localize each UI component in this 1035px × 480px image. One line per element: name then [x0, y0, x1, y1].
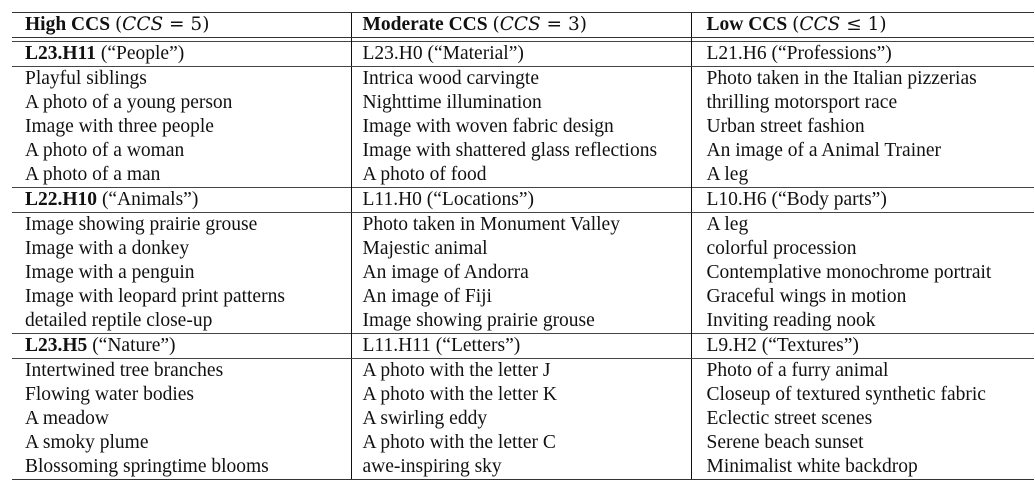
table-row	[12, 383, 1034, 407]
table-cell: Inviting reading nook	[691, 309, 1034, 334]
head-topic: (“Letters”)	[435, 335, 521, 356]
math-variable: CCS	[799, 14, 841, 35]
group-header-row	[12, 42, 1034, 67]
table-cell: awe-inspiring sky	[351, 455, 691, 480]
head-label-cell	[351, 42, 691, 67]
head-topic: (“Nature”)	[92, 335, 176, 356]
table-cell: A smoky plume	[25, 432, 149, 453]
math-operator: =	[163, 14, 191, 35]
column-label: Moderate CCS	[362, 14, 488, 35]
table-cell: Contemplative monochrome portrait	[691, 261, 1034, 285]
table-cell: Graceful wings in motion	[691, 285, 1034, 309]
math-paren: (	[492, 14, 500, 35]
table-cell: Image with leopard print patterns	[25, 286, 285, 307]
head-id: L21.H6	[706, 43, 767, 64]
math-variable: CCS	[499, 14, 541, 35]
table-row	[12, 309, 1034, 334]
math-value: 1	[867, 14, 880, 35]
math-paren: )	[579, 14, 587, 35]
math-paren: )	[202, 14, 210, 35]
table-cell: Photo of a furry animal	[691, 359, 1034, 384]
table-cell: Image with shattered glass reflections	[351, 139, 691, 163]
table-cell: Eclectic street scenes	[691, 407, 1034, 431]
table-cell: A photo with the letter C	[351, 431, 691, 455]
table-cell: Flowing water bodies	[25, 384, 194, 405]
math-operator: =	[540, 14, 568, 35]
column-header-moderate-ccs	[351, 13, 691, 38]
table-cell: thrilling motorsport race	[691, 91, 1034, 115]
math-paren: )	[879, 14, 887, 35]
table-row	[12, 213, 1034, 238]
table-cell: A leg	[691, 213, 1034, 238]
table-cell: A photo of food	[351, 163, 691, 188]
table-cell: Closeup of textured synthetic fabric	[691, 383, 1034, 407]
table-cell: Photo taken in the Italian pizzerias	[691, 67, 1034, 92]
head-topic: (“Body parts”)	[771, 189, 887, 210]
table-row	[12, 115, 1034, 139]
math-value: 3	[567, 14, 580, 35]
table-cell: Majestic animal	[351, 237, 691, 261]
head-id: L23.H5	[25, 335, 88, 356]
column-label: High CCS	[25, 14, 111, 35]
table-row	[12, 67, 1034, 92]
table-cell: Image with a donkey	[25, 238, 190, 259]
math-value: 5	[190, 14, 203, 35]
table-cell: detailed reptile close-up	[25, 310, 213, 331]
math-operator: ≤	[840, 14, 868, 35]
table-cell: A photo of a young person	[25, 92, 233, 113]
table-cell: Image with three people	[25, 116, 214, 137]
head-id: L9.H2	[706, 335, 757, 356]
head-topic: (“Animals”)	[101, 189, 199, 210]
group-header-row	[12, 334, 1034, 359]
head-label-cell	[351, 334, 691, 359]
ccs-attention-heads-table	[12, 12, 1034, 480]
head-label-cell	[351, 188, 691, 213]
table-cell: An image of a Animal Trainer	[691, 139, 1034, 163]
head-topic: (“Textures”)	[761, 335, 859, 356]
table-row	[12, 407, 1034, 431]
table-cell: Nighttime illumination	[351, 91, 691, 115]
table-cell: Image showing prairie grouse	[25, 214, 258, 235]
head-label-cell	[691, 334, 1034, 359]
column-header-row	[12, 13, 1034, 38]
column-header-low-ccs	[691, 13, 1034, 38]
math-paren: (	[114, 14, 123, 35]
head-label-cell	[12, 188, 351, 213]
table-cell: Image with a penguin	[25, 262, 195, 283]
table-cell: A swirling eddy	[351, 407, 691, 431]
table-row	[12, 91, 1034, 115]
table-cell: Image showing prairie grouse	[351, 309, 691, 334]
head-label-cell	[691, 188, 1034, 213]
table-row	[12, 163, 1034, 188]
head-id: L23.H11	[25, 43, 96, 64]
table-cell: A leg	[691, 163, 1034, 188]
table-cell: An image of Andorra	[351, 261, 691, 285]
table-cell: colorful procession	[691, 237, 1034, 261]
table-cell: Intertwined tree branches	[25, 360, 224, 381]
table-cell: Serene beach sunset	[691, 431, 1034, 455]
table-cell: Intrica wood carvingte	[351, 67, 691, 92]
head-id: L23.H0	[362, 43, 423, 64]
table-cell: A photo of a man	[25, 164, 161, 185]
column-header-high-ccs	[12, 13, 351, 38]
head-label-cell	[691, 42, 1034, 67]
table-row	[12, 139, 1034, 163]
column-label: Low CCS	[706, 14, 788, 35]
table-row	[12, 431, 1034, 455]
head-label-cell	[12, 42, 351, 67]
table-cell: Playful siblings	[25, 68, 147, 89]
head-topic: (“Material”)	[427, 43, 524, 64]
table-cell: A photo of a woman	[25, 140, 185, 161]
table-row	[12, 261, 1034, 285]
head-id: L11.H0	[362, 189, 422, 210]
table-cell: Minimalist white backdrop	[691, 455, 1034, 480]
table-cell: An image of Fiji	[351, 285, 691, 309]
table-cell: Urban street fashion	[691, 115, 1034, 139]
math-variable: CCS	[122, 14, 164, 35]
table-row	[12, 285, 1034, 309]
table-cell: Image with woven fabric design	[351, 115, 691, 139]
table-row	[12, 455, 1034, 480]
table-cell: A photo with the letter J	[351, 359, 691, 384]
table-cell: A meadow	[25, 408, 109, 429]
head-topic: (“Professions”)	[771, 43, 892, 64]
group-header-row	[12, 188, 1034, 213]
head-label-cell	[12, 334, 351, 359]
head-topic: (“People”)	[100, 43, 185, 64]
table-row	[12, 237, 1034, 261]
head-id: L22.H10	[25, 189, 98, 210]
table-cell: A photo with the letter K	[351, 383, 691, 407]
math-paren: (	[792, 14, 800, 35]
table-cell: Blossoming springtime blooms	[12, 455, 351, 480]
head-id: L10.H6	[706, 189, 767, 210]
table-cell: Photo taken in Monument Valley	[351, 213, 691, 238]
head-id: L11.H11	[362, 335, 431, 356]
head-topic: (“Locations”)	[426, 189, 534, 210]
table-row	[12, 359, 1034, 384]
